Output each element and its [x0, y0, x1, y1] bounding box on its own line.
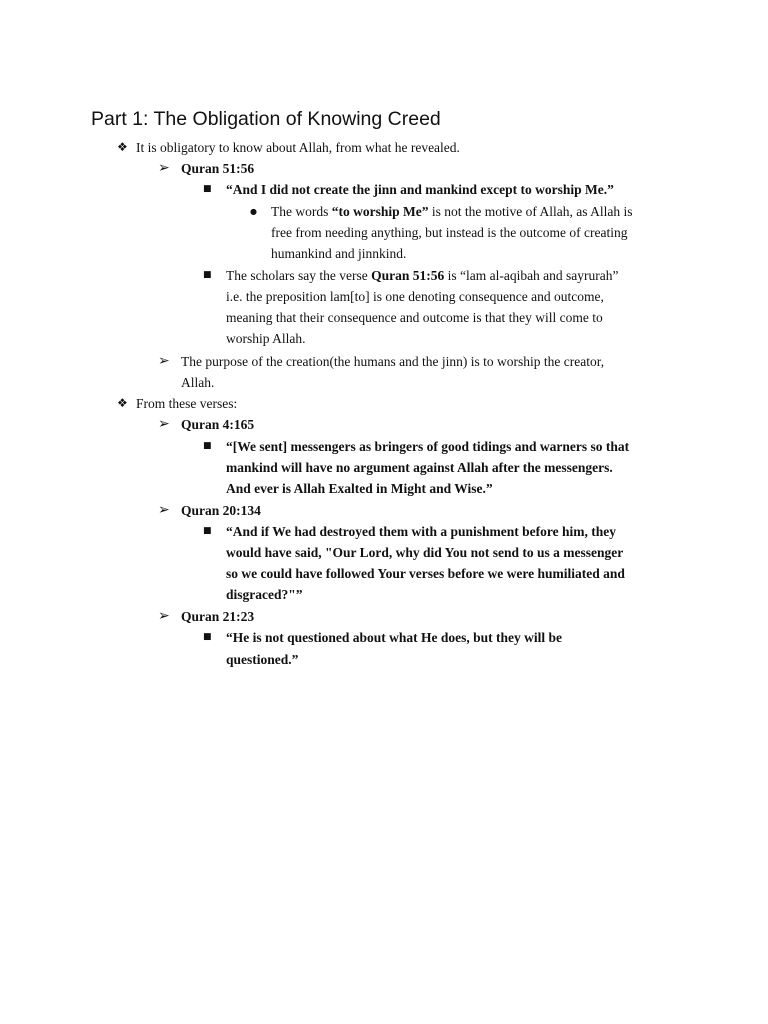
square-bullet-icon: ■	[203, 441, 212, 451]
verse-quote-line: mankind will have no argument against Allah after the messengers.	[226, 460, 613, 475]
verse-quote: “And I did not create the jinn and mankind except to worship Me.”	[226, 182, 614, 197]
arrow-bullet-icon: ➢	[158, 608, 170, 624]
arrow-bullet-icon: ➢	[158, 416, 170, 432]
verse-quote-line: And ever is Allah Exalted in Might and Wise.”	[226, 481, 493, 496]
dot-bullet-icon: ●	[250, 207, 257, 216]
purpose-line: The purpose of the creation(the humans and the jinn) is to worship the creator,	[181, 354, 605, 369]
verse-reference: Quran 51:56	[181, 161, 255, 176]
diamond-bullet-icon: ❖	[117, 396, 128, 410]
verse-reference: Quran 20:134	[181, 503, 261, 518]
square-bullet-icon: ■	[203, 184, 212, 194]
note-line: free from needing anything, but instead is the outcome of creating	[271, 225, 628, 240]
note-line: humankind and jinnkind.	[271, 246, 407, 261]
scholars-line: worship Allah.	[226, 331, 306, 346]
scholars-line: i.e. the preposition lam[to] is one denoting consequence and outcome,	[226, 289, 604, 304]
verse-quote-line: “And if We had destroyed them with a punishment before him, they	[226, 524, 617, 539]
square-bullet-icon: ■	[203, 632, 212, 642]
square-bullet-icon: ■	[203, 526, 212, 536]
arrow-bullet-icon: ➢	[158, 502, 170, 518]
page-title: Part 1: The Obligation of Knowing Creed	[91, 108, 441, 130]
verse-quote-line: “He is not questioned about what He does, but they will be	[226, 630, 563, 645]
section-intro-text: It is obligatory to know about Allah, from what he revealed.	[136, 140, 460, 155]
hollow-arrow-bullet-icon: ➢	[158, 353, 170, 369]
verse-quote-line: “[We sent] messengers as bringers of good tidings and warners so that	[226, 439, 630, 454]
section-intro-text: From these verses:	[136, 396, 238, 411]
verse-quote-line: disgraced?"”	[226, 587, 303, 602]
square-bullet-icon: ■	[203, 270, 212, 280]
verse-reference: Quran 21:23	[181, 609, 255, 624]
arrow-bullet-icon: ➢	[158, 160, 170, 176]
diamond-bullet-icon: ❖	[117, 140, 128, 154]
note-line: The words “to worship Me” is not the motive of Allah, as Allah is	[271, 204, 633, 219]
verse-quote-line: would have said, "Our Lord, why did You not send to us a messenger	[226, 545, 624, 560]
verse-quote-line: so we could have followed Your verses before we were humiliated and	[226, 566, 625, 581]
verse-reference: Quran 4:165	[181, 417, 255, 432]
verse-quote-line: questioned.”	[226, 652, 299, 667]
purpose-line: Allah.	[181, 375, 215, 390]
scholars-line: meaning that their consequence and outcome is that they will come to	[226, 310, 603, 325]
scholars-line: The scholars say the verse Quran 51:56 is “lam al-aqibah and sayrurah”	[226, 268, 619, 283]
